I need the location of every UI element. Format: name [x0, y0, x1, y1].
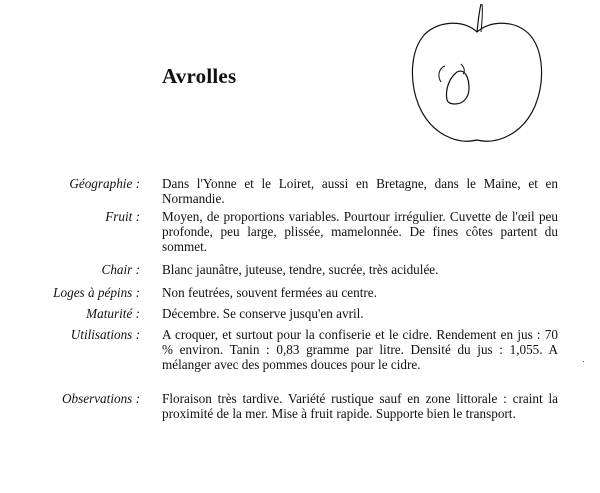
apple-cross-section-illustration [405, 2, 550, 150]
entry-label: Maturité : [86, 306, 140, 321]
entry-label: Fruit : [105, 209, 140, 224]
entry-label: Loges à pépins : [53, 285, 140, 300]
entry-value: A croquer, et surtout pour la confiserie et le cidre. Rendement en jus : 70 % environ. Tanin : 0,83 gramme par litre. Densité du jus : 1,055. A mélanger avec des pommes douces pour le cidre. [162, 327, 558, 372]
speck [583, 361, 584, 362]
entry-label: Géographie : [69, 176, 140, 191]
entry-label: Utilisations : [70, 327, 140, 342]
entry-value: Floraison très tardive. Variété rustique sauf en zone littorale : craint la proximité de la mer. Mise à fruit rapide. Supporte bien le transport. [162, 391, 558, 421]
entry-value: Dans l'Yonne et le Loiret, aussi en Bretagne, dans le Maine, et en Normandie. [162, 176, 558, 206]
entry-value: Blanc jaunâtre, juteuse, tendre, sucrée, très acidulée. [162, 262, 439, 277]
entry-value: Décembre. Se conserve jusqu'en avril. [162, 306, 364, 321]
page-title: Avrolles [162, 64, 237, 88]
entry-value: Moyen, de proportions variables. Pourtour irrégulier. Cuvette de l'œil peu profonde, peu large, plissée, mamelonnée. De fines côtes partent du sommet. [162, 209, 558, 254]
entry-label: Observations : [61, 391, 140, 406]
entry-value: Non feutrées, souvent fermées au centre. [162, 285, 377, 300]
entry-label: Chair : [101, 262, 140, 277]
